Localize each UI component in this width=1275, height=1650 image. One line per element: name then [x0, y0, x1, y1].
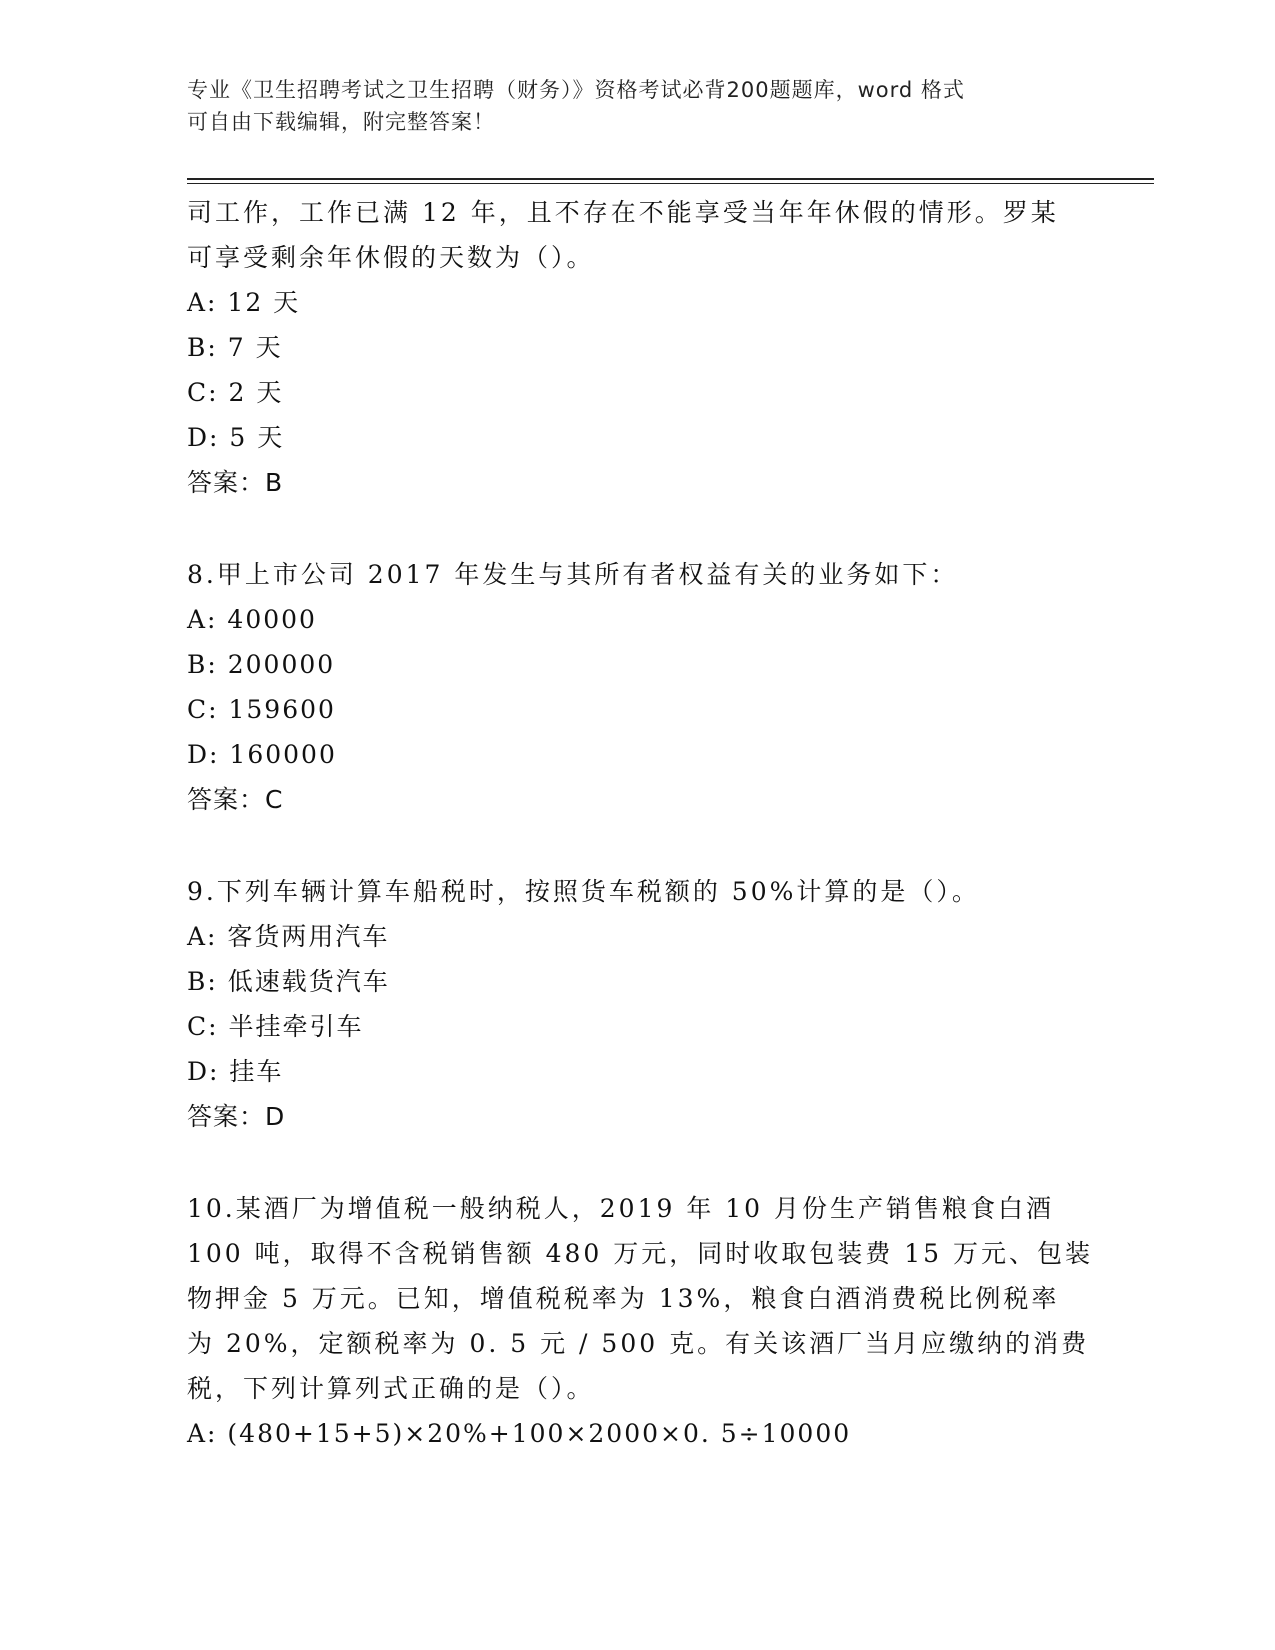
question-text-line: 物押金 5 万元。已知，增值税税率为 13%，粮食白酒消费税比例税率 — [187, 1284, 1060, 1313]
question-text-line: 9.下列车辆计算车船税时，按照货车税额的 50%计算的是（）。 — [187, 877, 980, 906]
spacer — [187, 822, 1087, 869]
question-block — [187, 552, 1087, 822]
option-b: B: 200000 — [187, 650, 336, 679]
option-d: D: 5 天 — [187, 423, 285, 452]
option-a: A: 12 天 — [187, 288, 301, 317]
header-title-line-2: 可自由下载编辑，附完整答案！ — [187, 110, 495, 134]
option-c: C: 159600 — [187, 695, 336, 724]
option-a: A: 40000 — [187, 605, 317, 634]
question-text-line: 司工作，工作已满 12 年，且不存在不能享受当年年休假的情形。罗某 — [187, 198, 1059, 227]
answer-line: 答案：D — [187, 1102, 286, 1131]
header-title-line-1: 专业《卫生招聘考试之卫生招聘（财务）》资格考试必背200题题库，word 格式 — [187, 78, 965, 102]
question-block — [187, 190, 1087, 505]
question-block — [187, 869, 1087, 1139]
answer-line: 答案：B — [187, 468, 284, 497]
question-text-line: 10.某酒厂为增值税一般纳税人，2019 年 10 月份生产销售粮食白酒 — [187, 1194, 1055, 1223]
option-d: D: 挂车 — [187, 1057, 284, 1086]
option-c: C: 半挂牵引车 — [187, 1012, 364, 1041]
header-divider-thin — [187, 183, 1154, 184]
question-text-line: 税，下列计算列式正确的是（）。 — [187, 1374, 595, 1403]
header-divider-thick — [187, 178, 1154, 180]
question-list — [187, 190, 1093, 1456]
option-b: B: 低速载货汽车 — [187, 967, 390, 996]
question-block — [187, 1186, 1093, 1456]
page-header — [187, 74, 1067, 138]
question-text-line: 可享受剩余年休假的天数为（）。 — [187, 243, 595, 272]
question-text-line: 8.甲上市公司 2017 年发生与其所有者权益有关的业务如下： — [187, 560, 959, 589]
option-d: D: 160000 — [187, 740, 337, 769]
option-b: B: 7 天 — [187, 333, 283, 362]
option-a: A: (480+15+5)×20%+100×2000×0. 5÷10000 — [187, 1419, 852, 1448]
question-text-line: 100 吨，取得不含税销售额 480 万元，同时收取包装费 15 万元、包装 — [187, 1239, 1093, 1268]
answer-line: 答案：C — [187, 785, 284, 814]
question-text-line: 为 20%，定额税率为 0. 5 元 / 500 克。有关该酒厂当月应缴纳的消费 — [187, 1329, 1090, 1358]
spacer — [187, 1139, 1087, 1186]
option-a: A: 客货两用汽车 — [187, 922, 390, 951]
option-c: C: 2 天 — [187, 378, 284, 407]
spacer — [187, 505, 1087, 552]
